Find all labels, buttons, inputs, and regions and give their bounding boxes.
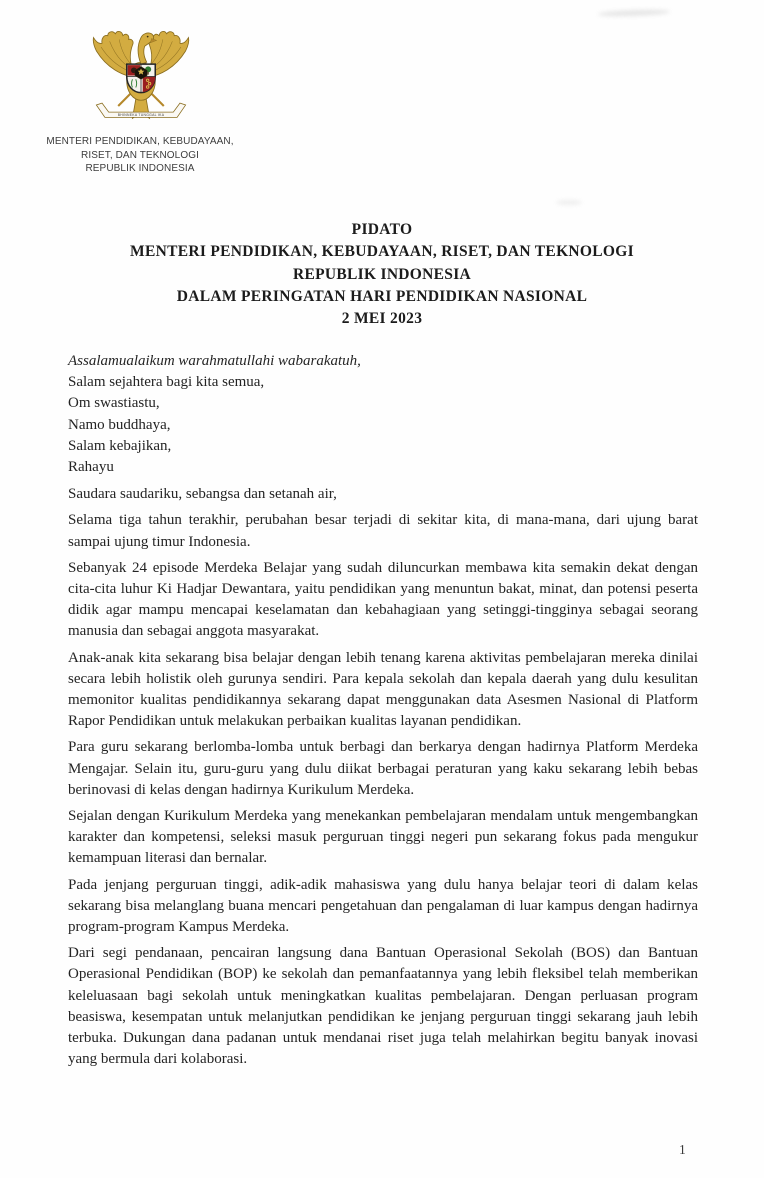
garuda-pancasila-emblem bbox=[84, 26, 198, 127]
paragraph: Para guru sekarang berlomba-lomba untuk berbagi dan berkarya dengan hadirnya Platform Merdeka Mengajar. Selain itu, guru-guru yang dulu diikat berbagai peraturan yang kaku sekarang lebih bebas berinovasi di kelas dengan hadirnya Kurikulum Merdeka. bbox=[68, 739, 698, 798]
title-line: DALAM PERINGATAN HARI PENDIDIKAN NASIONAL bbox=[176, 287, 588, 305]
document-body bbox=[68, 351, 698, 1071]
title-line: PIDATO bbox=[351, 221, 413, 238]
scan-smudge bbox=[598, 9, 670, 18]
title-line: MENTERI PENDIDIKAN, KEBUDAYAAN, RISET, DAN TEKNOLOGI bbox=[130, 243, 634, 261]
greeting-line: Salam sejahtera bagi kita semua, bbox=[68, 374, 265, 391]
greeting-line: Assalamualaikum warahmatullahi wabarakatuh, bbox=[68, 353, 361, 369]
letterhead-line: MENTERI PENDIDIKAN, KEBUDAYAAN, bbox=[46, 136, 234, 147]
paragraph: Sejalan dengan Kurikulum Merdeka yang menekankan pembelajaran mendalam untuk mengembangkan karakter dan kompetensi, seleksi masuk perguruan tinggi negeri pun sekarang fokus pada mengukur kemampuan literasi dan bernalar. bbox=[68, 808, 698, 867]
paragraph: Pada jenjang perguruan tinggi, adik-adik mahasiswa yang dulu hanya belajar teori di dalam kelas sekarang bisa melanglang buana mencari pengetahuan dan pengalaman di luar kampus dengan hadirnya program-program Kampus Merdeka. bbox=[68, 876, 698, 936]
letterhead-line: RISET, DAN TEKNOLOGI bbox=[81, 149, 199, 161]
greeting-line: Om swastiastu, bbox=[68, 395, 160, 412]
letterhead-line: REPUBLIK INDONESIA bbox=[85, 163, 195, 174]
emblem-banner-text: BHINNEKA TUNGGAL IKA bbox=[117, 113, 165, 118]
greeting-line: Namo buddhaya, bbox=[68, 416, 171, 433]
page-number: 1 bbox=[679, 1142, 686, 1157]
greeting-line: Rahayu bbox=[68, 459, 114, 476]
scan-smudge bbox=[556, 200, 582, 205]
document-title bbox=[0, 219, 764, 330]
paragraph: Anak-anak kita sekarang bisa belajar dengan lebih tenang karena aktivitas pembelajaran mereka dinilai secara lebih holistik oleh gurunya sendiri. Para kepala sekolah dan kepala daerah yang dulu kesulitan memonitor kualitas pendidikannya sekarang dapat menggunakan data Asesmen Nasional di Platform Rapor Pendidikan untuk melakukan perbaikan kualitas layanan pendidikan. bbox=[68, 649, 698, 730]
salutation: Saudara saudariku, sebangsa dan setanah air, bbox=[68, 486, 337, 503]
letterhead bbox=[28, 135, 252, 176]
title-line: REPUBLIK INDONESIA bbox=[292, 265, 472, 283]
paragraph: Dari segi pendanaan, pencairan langsung dana Bantuan Operasional Sekolah (BOS) dan Bantuan Operasional Pendidikan (BOP) ke sekolah dan pemanfaatannya yang lebih fleksibel telah memberikan keleluasaan bagi sekolah untuk meningkatkan kualitas pembelajaran. Dengan perluasan program beasiswa, kesempatan untuk melanjutkan pendidikan ke jenjang perguruan tinggi sekarang jauh lebih terbuka. Dukungan dana padanan untuk mendanai riset juga telah melahirkan begitu banyak inovasi yang bermula dari kolaborasi. bbox=[68, 945, 698, 1068]
paragraph: Selama tiga tahun terakhir, perubahan besar terjadi di sekitar kita, di mana-mana, dari ujung barat sampai ujung timur Indonesia. bbox=[68, 512, 698, 550]
title-line: 2 MEI 2023 bbox=[341, 310, 423, 328]
paragraph: Sebanyak 24 episode Merdeka Belajar yang sudah diluncurkan membawa kita semakin dekat dengan cita-cita luhur Ki Hadjar Dewantara, yaitu pendidikan yang menuntun bakat, minat, dan potensi peserta didik agar mampu mencapai keselamatan dan kebahagiaan yang setinggi-tingginya sebagai seorang manusia dan sebagai anggota masyarakat. bbox=[68, 559, 698, 640]
greeting-line: Salam kebajikan, bbox=[68, 437, 172, 454]
